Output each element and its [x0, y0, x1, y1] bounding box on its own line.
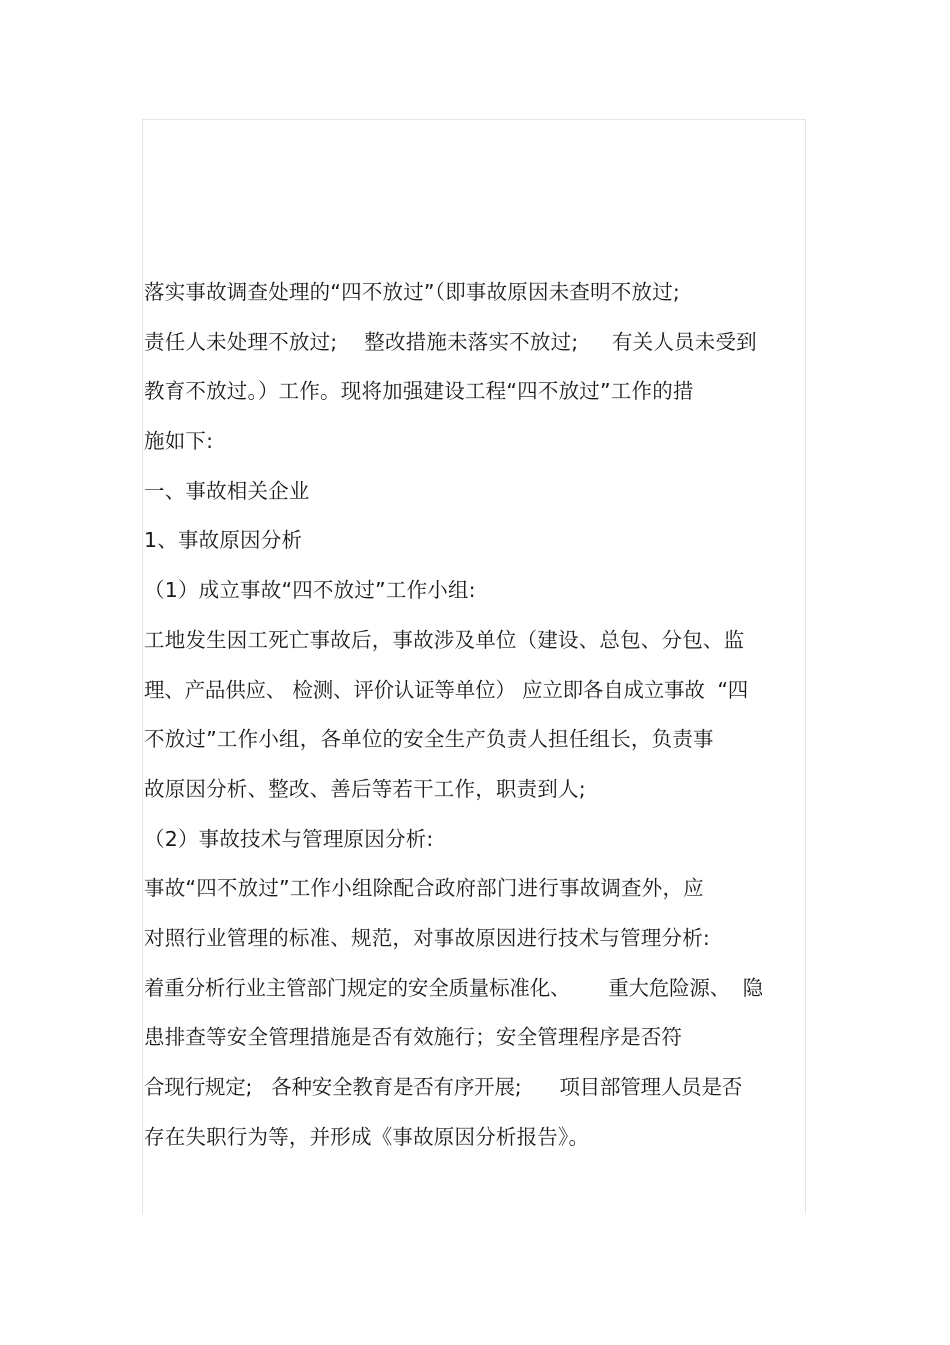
paragraph-line: 着重分析行业主管部门规定的安全质量标准化、 重大危险源、 隐	[144, 975, 763, 1000]
paragraph-line: 不放过”工作小组，各单位的安全生产负责人担任组长，负责事	[144, 727, 714, 752]
paragraph-line: 患排查等安全管理措施是否有效施行；安全管理程序是否符	[144, 1025, 683, 1050]
paragraph-line: 工地发生因工死亡事故后，事故涉及单位（建设、总包、分包、监	[144, 627, 745, 652]
item-heading: （2）事故技术与管理原因分析:	[144, 826, 434, 851]
paragraph-line: 事故“四不放过”工作小组除配合政府部门进行事故调查外，应	[144, 876, 704, 901]
document-body	[144, 268, 809, 1162]
paragraph-line: 施如下:	[144, 429, 214, 454]
paragraph-line: 对照行业管理的标准、规范，对事故原因进行技术与管理分析:	[144, 925, 711, 950]
paragraph-line: 存在失职行为等，并形成《事故原因分析报告》。	[144, 1124, 590, 1149]
paragraph-line: 理、产品供应、 检测、评价认证等单位） 应立即各自成立事故 “四	[144, 677, 749, 702]
paragraph-line: 落实事故调查处理的“四不放过”（即事故原因未查明不放过;	[144, 280, 680, 304]
subsection-heading: 1、事故原因分析	[144, 528, 303, 553]
item-heading: （1）成立事故“四不放过”工作小组:	[144, 578, 476, 603]
section-heading: 一、事故相关企业	[144, 478, 310, 503]
paragraph-line: 教育不放过。）工作。现将加强建设工程“四不放过”工作的措	[144, 379, 694, 404]
paragraph-line: 责任人未处理不放过; 整改措施未落实不放过; 有关人员未受到	[144, 329, 757, 354]
paragraph-line: 合现行规定; 各种安全教育是否有序开展; 项目部管理人员是否	[144, 1075, 743, 1099]
paragraph-line: 故原因分析、整改、善后等若干工作，职责到人;	[144, 776, 586, 801]
